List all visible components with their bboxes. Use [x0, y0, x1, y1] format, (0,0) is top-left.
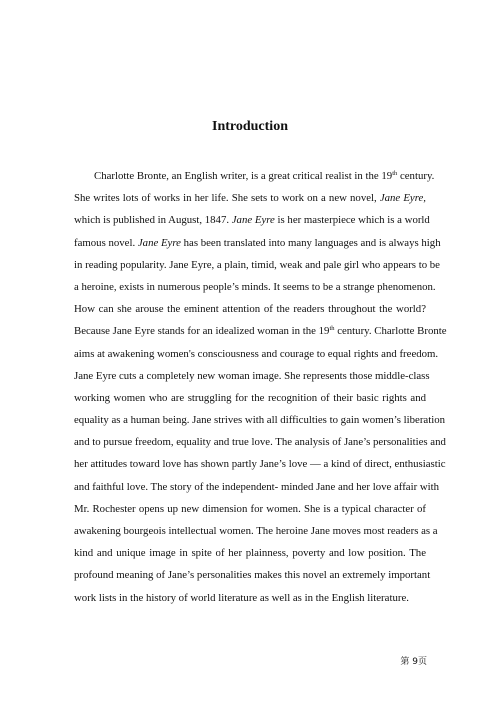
paragraph-line — [74, 343, 439, 365]
page-number: 第 9页 — [400, 657, 427, 667]
paragraph-line — [74, 498, 426, 520]
text-run: is her masterpiece which is a world — [274, 214, 430, 227]
paragraph-line — [74, 276, 436, 298]
paragraph-line — [74, 187, 426, 209]
paragraph-line — [74, 409, 446, 431]
text-run: Because Jane Eyre stands for an idealized woman in the 19 — [74, 325, 330, 338]
paragraph-line — [74, 232, 441, 254]
paragraph-line — [74, 365, 430, 387]
paragraph-line — [74, 542, 426, 564]
text-run: and faithful love. The story of the independent- minded Jane and her love affair with — [74, 480, 440, 493]
paragraph-line — [74, 165, 435, 187]
text-run: profound meaning of Jane’s personalities makes this novel an extremely important — [74, 569, 431, 582]
paragraph-line — [74, 298, 426, 320]
paragraph-line — [74, 564, 431, 586]
body-paragraph — [74, 165, 447, 609]
text-run: which is published in August, 1847. — [74, 214, 232, 227]
superscript-text: th — [392, 170, 398, 177]
text-run: has been translated into many languages and is always high — [180, 236, 441, 249]
text-run: Charlotte Bronte, an English writer, is a great critical realist in the 19 — [94, 170, 393, 182]
paragraph-line — [74, 453, 446, 475]
text-run: a heroine, exists in numerous people’s minds. It seems to be a strange phenomenon. — [74, 280, 436, 293]
page-title: Introduction — [212, 119, 288, 134]
text-run: Mr. Rochester opens up new dimension for women. She is a typical character of — [74, 502, 426, 515]
text-run: century. Charlotte Bronte — [334, 325, 447, 338]
paragraph-line — [74, 520, 438, 542]
text-run: aims at awakening women's consciousness and courage to equal rights and freedom. — [74, 347, 439, 360]
text-run: working women who are struggling for the recognition of their basic rights and — [74, 391, 426, 404]
text-run: work lists in the history of world literature as well as in the English literature. — [74, 591, 409, 604]
text-run: and to pursue freedom, equality and true love. The analysis of Jane’s personalities and — [74, 436, 446, 449]
text-run: She writes lots of works in her life. She sets to work on a new novel, — [74, 192, 380, 205]
text-run: famous novel. — [74, 236, 138, 249]
paragraph-line — [74, 209, 430, 231]
text-run: awakening bourgeois intellectual women. The heroine Jane moves most readers as a — [74, 525, 438, 537]
text-run: Jane Eyre cuts a completely new woman image. She represents those middle-class — [74, 369, 430, 382]
paragraph-line — [74, 320, 447, 342]
paragraph-line — [74, 431, 446, 453]
paragraph-line — [74, 387, 426, 409]
text-run: century. — [397, 170, 435, 182]
paragraph-line — [74, 587, 426, 609]
text-run: in reading popularity. Jane Eyre, a plain, timid, weak and pale girl who appears to be — [74, 258, 440, 271]
text-run: kind and unique image in spite of her plainness, poverty and low position. The — [74, 547, 426, 560]
text-run: her attitudes toward love has shown partly Jane’s love — a kind of direct, enthusiastic — [74, 458, 446, 471]
paragraph-line — [74, 254, 440, 276]
text-run: How can she arouse the eminent attention of the readers throughout the world? — [74, 303, 426, 316]
italic-title-text: Jane Eyre — [231, 214, 275, 227]
superscript-text: th — [329, 325, 335, 333]
italic-title-text: Jane Eyre, — [379, 192, 426, 205]
paragraph-line — [74, 476, 440, 498]
italic-title-text: Jane Eyre — [137, 236, 181, 249]
text-run: equality as a human being. Jane strives with all difficulties to gain women’s liberation — [74, 414, 446, 427]
